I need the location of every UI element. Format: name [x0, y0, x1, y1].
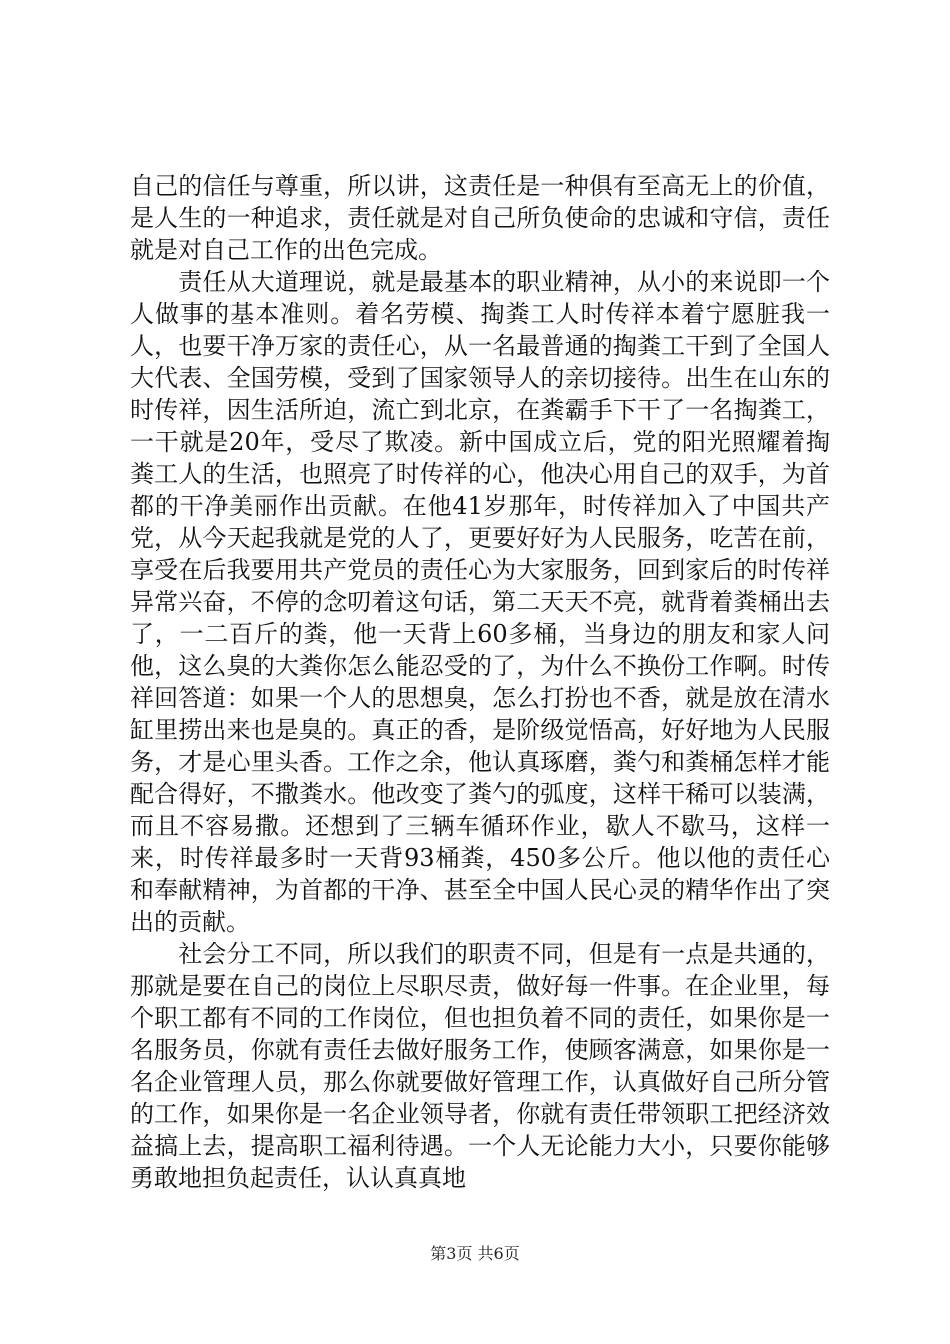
document-body	[130, 170, 830, 1194]
paragraph-3: 社会分工不同，所以我们的职责不同，但是有一点是共通的，那就是要在自己的岗位上尽职尽责，做好每一件事。在企业里，每个职工都有不同的工作岗位，但也担负着不同的责任，如果你是一名服务员，你就有责任去做好服务工作，使顾客满意，如果你是一名企业管理人员，那么你就要做好管理工作，认真做好自己所分管的工作，如果你是一名企业领导者，你就有责任带领职工把经济效益搞上去，提高职工福利待遇。一个人无论能力大小，只要你能够勇敢地担负起责任，认认真真地	[130, 940, 830, 1192]
paragraph-1: 自己的信任与尊重，所以讲，这责任是一种俱有至高无上的价值，是人生的一种追求，责任就是对自己所负使命的忠诚和守信，责任就是对自己工作的出色完成。	[130, 172, 830, 264]
page-number: 第3页 共6页	[430, 1244, 520, 1263]
page-footer	[0, 1241, 950, 1264]
paragraph-2: 责任从大道理说，就是最基本的职业精神，从小的来说即一个人做事的基本准则。着名劳模、掏粪工人时传祥本着宁愿脏我一人，也要干净万家的责任心，从一名最普通的掏粪工干到了全国人大代表、全国劳模，受到了国家领导人的亲切接待。出生在山东的时传祥，因生活所迫，流亡到北京，在粪霸手下干了一名掏粪工，一干就是20年，受尽了欺凌。新中国成立后，党的阳光照耀着掏粪工人的生活，也照亮了时传祥的心，他决心用自己的双手，为首都的干净美丽作出贡献。在他41岁那年，时传祥加入了中国共产党，从今天起我就是党的人了，更要好好为人民服务，吃苦在前，享受在后我要用共产党员的责任心为大家服务，回到家后的时传祥异常兴奋，不停的念叨着这句话，第二天天不亮，就背着粪桶出去了，一二百斤的粪，他一天背上60多桶，当身边的朋友和家人问他，这么臭的大粪你怎么能忍受的了，为什么不换份工作啊。时传祥回答道：如果一个人的思想臭，怎么打扮也不香，就是放在清水缸里捞出来也是臭的。真正的香，是阶级觉悟高，好好地为人民服务，才是心里头香。工作之余，他认真琢磨，粪勺和粪桶怎样才能配合得好，不撒粪水。他改变了粪勺的弧度，这样干稀可以装满，而且不容易撒。还想到了三辆车循环作业，歇人不歇马，这样一来，时传祥最多时一天背93桶粪，450多公斤。他以他的责任心和奉献精神，为首都的干净、甚至全中国人民心灵的精华作出了突出的贡献。	[130, 268, 830, 936]
